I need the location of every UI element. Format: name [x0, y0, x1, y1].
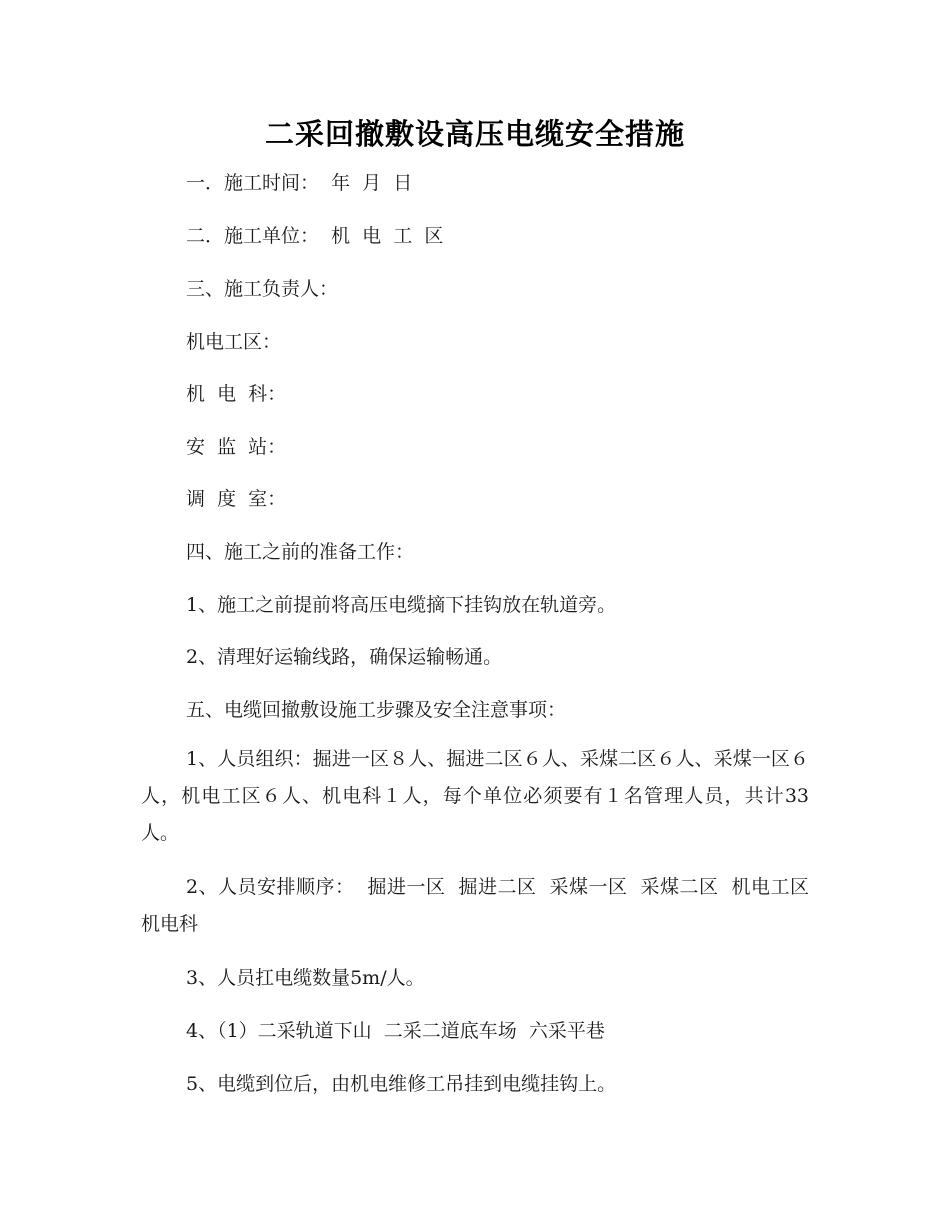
preparation-item-2: 2、清理好运输线路，确保运输畅通。 — [186, 646, 503, 668]
construction-time-line: 一．施工时间： 年 月 日 — [186, 172, 413, 194]
route-line: 4、（1）二采轨道下山 二采二道底车场 六采平巷 — [186, 1020, 605, 1042]
document-title: 二采回撤敷设高压电缆安全措施 — [264, 117, 685, 151]
personnel-paragraph: 1、人员组织：掘进一区８人、掘进二区６人、采煤二区６人、采煤一区６人，机电工区６人、机电科１人，每个单位必须要有１名管理人员，共计33人。 — [141, 748, 809, 844]
cable-amount-line: 3、人员扛电缆数量5m/人。 — [186, 967, 425, 989]
preparation-item-1: 1、施工之前提前将高压电缆摘下挂钩放在轨道旁。 — [186, 594, 617, 616]
safety-station-line: 安 监 站： — [186, 436, 287, 458]
electromechanical-district-line: 机电工区： — [186, 331, 282, 353]
construction-unit-line: 二．施工单位： 机 电 工 区 — [186, 225, 444, 247]
steps-heading: 五、电缆回撤敷设施工步骤及安全注意事项： — [186, 699, 567, 721]
order-paragraph: 2、人员安排顺序： 掘进一区 掘进二区 采煤一区 采煤二区 机电工区 机电科 — [141, 876, 822, 935]
electromechanical-dept-line: 机 电 科： — [186, 383, 287, 405]
person-in-charge-heading: 三、施工负责人： — [186, 278, 339, 300]
preparation-heading: 四、施工之前的准备工作： — [186, 541, 415, 563]
hook-line: 5、电缆到位后，由机电维修工吊挂到电缆挂钩上。 — [186, 1073, 617, 1095]
dispatch-room-line: 调 度 室： — [186, 488, 287, 510]
